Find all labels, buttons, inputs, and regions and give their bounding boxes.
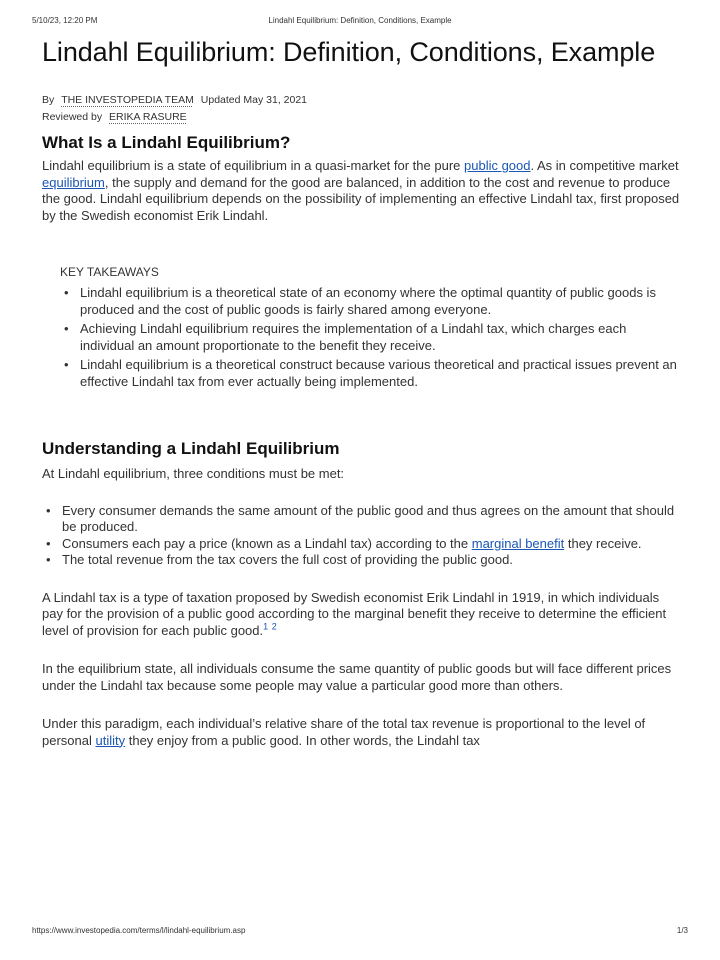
print-datetime: 5/10/23, 12:20 PM xyxy=(32,16,98,25)
reviewer-link[interactable]: ERIKA RASURE xyxy=(109,111,187,123)
text-run: . As in competitive market xyxy=(530,158,679,173)
text-run: Consumers each pay a price (known as a Lindahl tax) according to the xyxy=(62,535,472,551)
takeaway-item: • Achieving Lindahl equilibrium requires the implementation of a Lindahl tax, which charges each individual an amount proportionate to the benefit they receive. xyxy=(60,321,682,354)
article xyxy=(42,36,682,749)
reviewer-line xyxy=(42,109,682,126)
reviewed-label: Reviewed by xyxy=(42,111,103,123)
lindahl-tax-paragraph xyxy=(42,590,682,640)
print-header xyxy=(32,16,688,30)
text-run: they enjoy from a public good. In other words, the Lindahl tax xyxy=(125,732,480,748)
text-run: they receive. xyxy=(564,535,642,551)
text-run: Lindahl equilibrium is a state of equilibrium in a quasi-market for the pure xyxy=(42,158,464,173)
author-line xyxy=(42,92,682,109)
text-run: Under this paradigm, each individual’s relative share of the total tax revenue is proportional to the level of personal xyxy=(42,716,646,748)
updated-date: Updated May 31, 2021 xyxy=(200,94,308,106)
condition-item: • Every consumer demands the same amount of the public good and thus agrees on the amount that should be produced. xyxy=(42,503,682,536)
marginal-benefit-link[interactable]: marginal benefit xyxy=(471,535,565,551)
page-number: 1/3 xyxy=(676,926,688,935)
print-footer xyxy=(32,926,688,940)
print-doc-title: Lindahl Equilibrium: Definition, Conditions, Example xyxy=(268,16,452,25)
condition-item xyxy=(42,536,682,553)
equilibrium-link[interactable]: equilibrium xyxy=(42,174,105,190)
takeaway-item: • Lindahl equilibrium is a theoretical construct because various theoretical and practical issues prevent an effective Lindahl tax from ever actually being implemented. xyxy=(60,357,682,390)
section-heading-understanding: Understanding a Lindahl Equilibrium xyxy=(42,439,340,458)
by-label: By xyxy=(42,94,55,106)
conditions-list xyxy=(42,503,682,569)
utility-link[interactable]: utility xyxy=(95,732,126,748)
byline xyxy=(42,92,682,126)
key-takeaways-box xyxy=(60,264,682,390)
key-takeaways-heading: KEY TAKEAWAYS xyxy=(60,265,159,279)
text-run: A Lindahl tax is a type of taxation proposed by Swedish economist Erik Lindahl in 1919, in which individuals pay for the provision of a public good according to the marginal benefit they receive to determine the efficient level of provision for each public good. xyxy=(42,589,667,638)
section-heading-what-is: What Is a Lindahl Equilibrium? xyxy=(42,133,291,152)
author-link[interactable]: THE INVESTOPEDIA TEAM xyxy=(61,94,194,106)
key-takeaways-list xyxy=(60,285,682,390)
public-good-link[interactable]: public good xyxy=(464,158,531,173)
footnote-link-2[interactable]: 2 xyxy=(271,621,277,632)
footnote-link-1[interactable]: 1 xyxy=(263,621,269,632)
page-url: https://www.investopedia.com/terms/l/lindahl-equilibrium.asp xyxy=(32,926,246,935)
page-title: Lindahl Equilibrium: Definition, Conditions, Example xyxy=(42,37,656,67)
text-run: , the supply and demand for the good are balanced, in addition to the cost and revenue to produce the good. Lindahl equilibrium depends on the possibility of implementing an effective Lindahl tax, first proposed by the Swedish economist Erik Lindahl. xyxy=(42,174,680,223)
condition-item: • The total revenue from the tax covers the full cost of providing the public good. xyxy=(42,552,682,569)
takeaway-item: • Lindahl equilibrium is a theoretical state of an economy where the optimal quantity of public goods is produced and the cost of public goods is fairly shared among everyone. xyxy=(60,285,682,318)
intro-paragraph xyxy=(42,158,682,224)
conditions-intro: At Lindahl equilibrium, three conditions must be met: xyxy=(42,466,345,481)
paradigm-paragraph xyxy=(42,716,682,749)
equilibrium-state-paragraph: In the equilibrium state, all individuals consume the same quantity of public goods but will face different prices under the Lindahl tax because some people may value a particular good more than others. xyxy=(42,661,672,693)
